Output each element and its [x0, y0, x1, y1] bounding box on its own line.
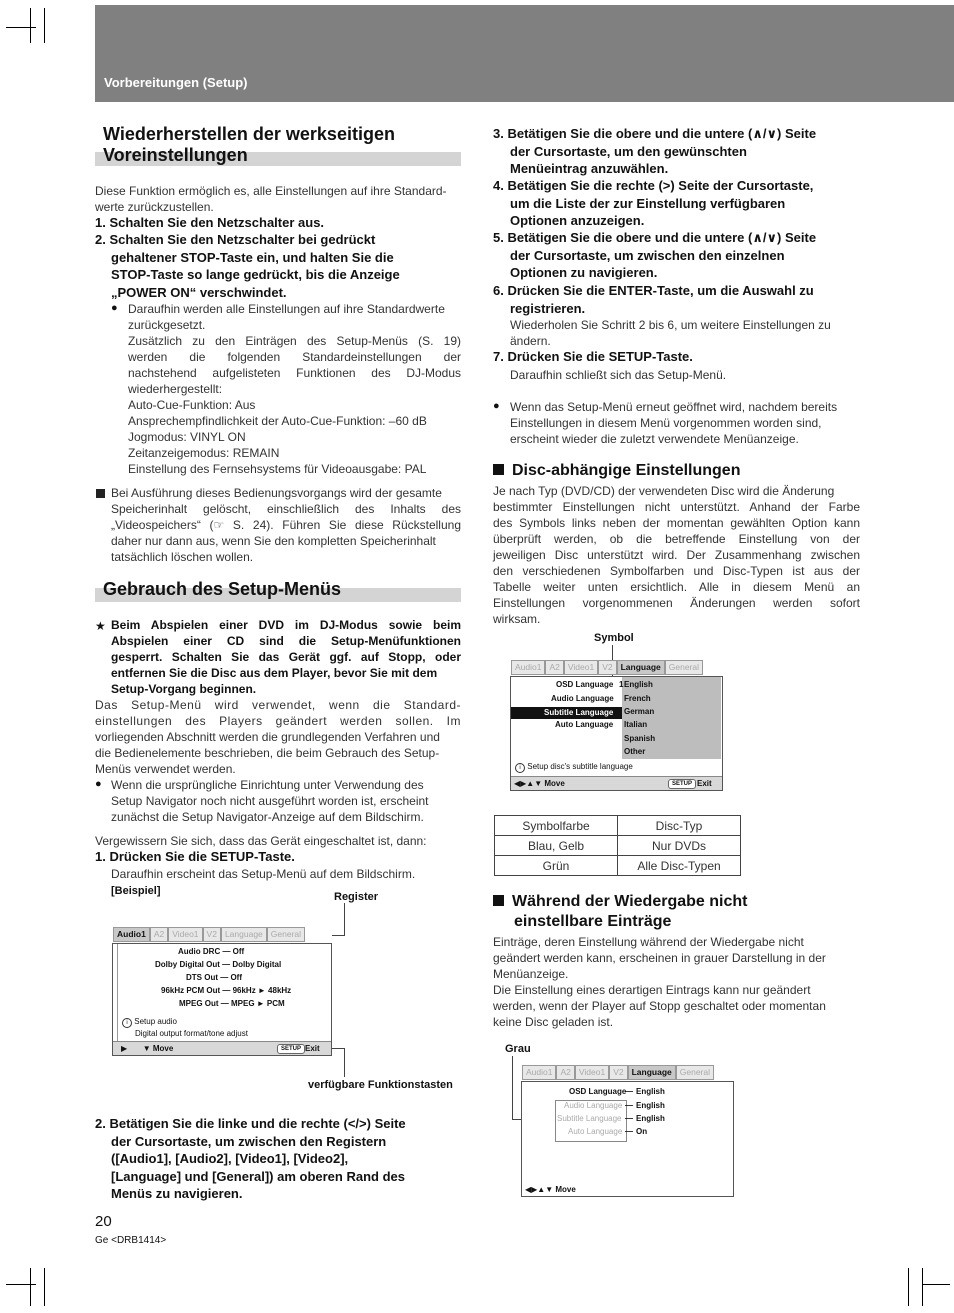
- value: On: [636, 1127, 648, 1136]
- tab-audio1[interactable]: Audio1: [113, 927, 150, 942]
- tab-a2[interactable]: A2: [150, 927, 168, 942]
- arrow-keys-icon: ◀▶▲▼: [525, 1185, 554, 1194]
- table-header: Disc-Typ: [618, 816, 741, 836]
- tab-audio1[interactable]: Audio1: [511, 660, 545, 675]
- table-cell: Blau, Gelb: [495, 836, 618, 856]
- header-band: [95, 5, 954, 102]
- info-icon: i: [122, 1018, 132, 1028]
- step-5: 5. Betätigen Sie die obere und die untere (∧/∨) Seite der Cursortaste, um zwischen den einzelnen Optionen zu navigieren.: [493, 230, 817, 280]
- symbol-icon: 1: [619, 680, 624, 689]
- dash: —: [625, 1087, 633, 1096]
- dash: —: [625, 1101, 633, 1110]
- menu-row-selected[interactable]: Subtitle Language: [544, 708, 614, 717]
- option-item[interactable]: French: [624, 694, 651, 703]
- note-square-icon: [96, 489, 105, 498]
- info-icon: i: [515, 763, 525, 773]
- tab-language[interactable]: Language: [617, 660, 665, 675]
- arrow-keys-icon: ◀▶▲▼: [514, 779, 543, 788]
- info-line: i Setup audio: [122, 1017, 177, 1028]
- playback-text: Einträge, deren Einstellung während der Wiedergabe nicht geändert werden kann, erscheinen in grauer Darstellung in der Menüanzeige. Die Einstellung eines derartigen Eintrags kann nur geändert werden, wenn der Player auf Stopp geschaltet oder momentan keine Disc geladen ist.: [493, 935, 826, 1029]
- table-cell: Grün: [495, 856, 618, 876]
- value: English: [636, 1087, 665, 1096]
- arrow-keys-icon: ▶ ▼: [121, 1044, 151, 1053]
- menu-row[interactable]: DTS Out — Off: [186, 973, 242, 982]
- menu-row[interactable]: OSD Language: [556, 680, 614, 689]
- step-2: 2. Schalten Sie den Netzschalter bei gedrückt gehaltener STOP-Taste ein, und halten Sie die STOP-Taste so lange gedrückt, bis die Anzeige „POWER ON“ verschwindet.: [95, 232, 400, 300]
- menu-row[interactable]: Audio Language: [551, 694, 614, 703]
- intro-text: Diese Funktion ermöglich es, alle Einstellungen auf ihre Standard- werte zurückzustellen.: [95, 184, 447, 214]
- key-bar: ◀▶▲▼ Move: [522, 1183, 733, 1196]
- step-7-note: Daraufhin schließt sich das Setup-Menü.: [510, 368, 727, 382]
- setup-menu-example-grey: [521, 1067, 734, 1197]
- tab-language[interactable]: Language: [628, 1065, 676, 1080]
- menu-row-disabled: Subtitle Language: [557, 1114, 622, 1123]
- navigator-note: Wenn die ursprüngliche Einrichtung unter Verwendung des Setup Navigator noch nicht ausgeführt worden ist, erscheint zunächst die Setup Navigator-Anzeige auf dem Bildschirm.: [111, 778, 429, 824]
- menu-tabs: [113, 927, 305, 942]
- step-7: 7. Drücken Sie die SETUP-Taste.: [493, 349, 693, 364]
- info-line: Digital output format/tone adjust: [135, 1029, 248, 1038]
- step-6-note: Wiederholen Sie Schritt 2 bis 6, um weitere Einstellungen zu ändern.: [510, 318, 831, 348]
- table-cell: Alle Disc-Typen: [618, 856, 741, 876]
- table-cell: Nur DVDs: [618, 836, 741, 856]
- keys-label: verfügbare Funktionstasten: [308, 1079, 453, 1091]
- setup-key-icon: SETUP: [668, 779, 696, 789]
- document-code: Ge <DRB1414>: [95, 1235, 167, 1246]
- menu-row[interactable]: MPEG Out — MPEG ► PCM: [179, 999, 285, 1008]
- tab-v2[interactable]: V2: [598, 660, 616, 675]
- heading-setup-menu: Gebrauch des Setup-Menüs: [95, 579, 461, 603]
- step-6: 6. Drücken Sie die ENTER-Taste, um die Auswahl zu registrieren.: [493, 283, 814, 316]
- option-item[interactable]: German: [624, 707, 655, 716]
- section-title: Vorbereitungen (Setup): [104, 75, 248, 90]
- tab-a2[interactable]: A2: [545, 660, 563, 675]
- heading-playback-items: Während der Wiedergabe nicht einstellbare Einträge: [493, 892, 747, 932]
- heading-disc-settings: Disc-abhängige Einstellungen: [493, 461, 740, 481]
- tab-language[interactable]: Language: [221, 927, 267, 942]
- menu-row[interactable]: Auto Language: [555, 720, 614, 729]
- key-bar: ◀▶▲▼ Move SETUP Exit: [511, 776, 722, 790]
- step-4: 4. Betätigen Sie die rechte (>) Seite der Cursortaste, um die Liste der zur Einstellung verfügbaren Optionen anzuzeigen.: [493, 178, 814, 228]
- warning-text: Bei Ausführung dieses Bedienungsvorgangs wird der gesamte Speicherinhalt gelöscht, einschließlich des Inhalts des „Videospeichers“ (☞ S. 24). Führen Sie diese Rückstellung daher nur dann aus, wenn Sie den kompletten Speicherinhalt tatsächlich löschen wollen.: [111, 486, 461, 564]
- bullet-icon: ●: [95, 778, 102, 790]
- symbol-table: [494, 815, 741, 876]
- tab-audio1[interactable]: Audio1: [522, 1065, 556, 1080]
- star-icon: ★: [95, 619, 106, 633]
- menu-tabs: [511, 660, 703, 675]
- tab-v2[interactable]: V2: [609, 1065, 627, 1080]
- menu-row-disabled: Audio Language: [564, 1101, 623, 1110]
- reopen-note: Wenn das Setup-Menü erneut geöffnet wird, nachdem bereits Einstellungen in diesem Menü vorgenommen worden sind, erscheint wieder die zuletzt verwendete Menüanzeige.: [510, 400, 838, 446]
- grau-label: Grau: [505, 1043, 531, 1055]
- bullet-icon: ●: [493, 400, 500, 412]
- tab-video1[interactable]: Video1: [575, 1065, 609, 1080]
- info-line: i Setup disc's subtitle language: [515, 762, 633, 773]
- option-item[interactable]: Italian: [624, 720, 648, 729]
- option-item[interactable]: English: [624, 680, 653, 689]
- tab-general[interactable]: General: [267, 927, 305, 942]
- register-label: Register: [334, 891, 379, 903]
- check-text: Vergewissern Sie sich, dass das Gerät eingeschaltet ist, dann:: [95, 834, 427, 848]
- tab-v2[interactable]: V2: [203, 927, 221, 942]
- dash: —: [625, 1114, 633, 1123]
- menu-row[interactable]: Audio DRC — Off: [178, 947, 245, 956]
- value: English: [636, 1114, 665, 1123]
- symbol-label: Symbol: [594, 632, 634, 644]
- menu-tabs: [522, 1065, 714, 1080]
- heading-reset: Wiederherstellen der werkseitigen Voreinstellungen: [95, 124, 461, 168]
- key-bar: ▶ ▼ Move SETUP Exit: [113, 1041, 331, 1055]
- tab-video1[interactable]: Video1: [564, 660, 598, 675]
- setup-menu-example-language: [510, 662, 723, 791]
- step-press-setup: 1. Drücken Sie die SETUP-Taste.: [95, 849, 295, 864]
- tab-a2[interactable]: A2: [556, 1065, 574, 1080]
- usage-text: Das Setup-Menü wird verwendet, wenn die Standard- einstellungen des Players geändert werden sollen. Im vorliegenden Abschnitt werden die grundlegenden Verfahren und die Bedienelemente beschrieben, die beim Gebrauch des Setup- Menüs verwendet werden.: [95, 698, 461, 776]
- menu-row[interactable]: OSD Language: [569, 1087, 627, 1096]
- bullet-icon: ●: [111, 302, 118, 314]
- step-3: 3. Betätigen Sie die obere und die untere (∧/∨) Seite der Cursortaste, um den gewünschten Menüeintrag anzuwählen.: [493, 126, 817, 176]
- reset-details: Daraufhin werden alle Einstellungen auf ihre Standardwerte zurückgesetzt. Zusätzlich zu den Einträgen des Setup-Menüs (S. 19) werden die folgenden Standardeinstellungen der nachstehend aufgelisteten Funktionen des DJ-Modus wiederhergestellt: Auto-Cue-Funktion: Aus Ansprechempfindlichkeit der Auto-Cue-Funktion: –60 dB Jogmodus: VINYL ON Zeitanzeigemodus: REMAIN Einstellung des Fernsehsystems für Videoausgabe: PAL: [128, 302, 461, 476]
- table-header: Symbolfarbe: [495, 816, 618, 836]
- menu-row[interactable]: 96kHz PCM Out — 96kHz ► 48kHz: [161, 986, 292, 995]
- value: English: [636, 1101, 665, 1110]
- setup-key-icon: SETUP: [277, 1044, 305, 1054]
- setup-menu-example-audio: [112, 929, 332, 1056]
- example-label: [Beispiel]: [111, 885, 161, 897]
- star-note: Beim Abspielen einer DVD im DJ-Modus sowie beim Abspielen einer CD sind die Setup-Menüfunktionen gesperrt. Schalten Sie das Gerät ggf. auf Stopp, oder entfernen Sie die Disc aus dem Player, bevor Sie mit dem Setup-Vorgang beginnen.: [111, 618, 461, 696]
- disc-text: Je nach Typ (DVD/CD) der verwendeten Disc wird die Änderung bestimmter Einstellungen nicht unterstützt. Anhand der Farbe des Symbols links neben der momentan gewählten Option kann überprüft werden, ob die betreffende Einstellung von der jeweiligen Disc unterstützt wird. Der Zusammenhang zwischen den verschiedenen Symbolfarben und Disc-Typen ist aus der Tabelle weiter unten ersichtlich. Alle in diesem Menü an Einstellungen vorgenommenen Änderungen werden sofort wirksam.: [493, 484, 860, 626]
- step-1: 1. Schalten Sie den Netzschalter aus.: [95, 215, 325, 230]
- tab-general[interactable]: General: [676, 1065, 714, 1080]
- tab-general[interactable]: General: [665, 660, 703, 675]
- option-item[interactable]: Other: [624, 747, 646, 756]
- tab-video1[interactable]: Video1: [168, 927, 202, 942]
- step-2-navigate: 2. Betätigen Sie die linke und die rechte (</>) Seite der Cursortaste, um zwischen den Registern ([Audio1], [Audio2], [Video1], [Video2], [Language] und [General]) am oberen Rand des Menüs zu navigieren.: [95, 1116, 406, 1201]
- dash: —: [625, 1127, 633, 1136]
- menu-row-disabled: Auto Language: [568, 1127, 623, 1136]
- step-press-setup-note: Daraufhin erscheint das Setup-Menü auf dem Bildschirm.: [111, 867, 416, 881]
- option-item[interactable]: Spanish: [624, 734, 656, 743]
- page-number: 20: [95, 1213, 112, 1230]
- menu-row[interactable]: Dolby Digital Out — Dolby Digital: [155, 960, 282, 969]
